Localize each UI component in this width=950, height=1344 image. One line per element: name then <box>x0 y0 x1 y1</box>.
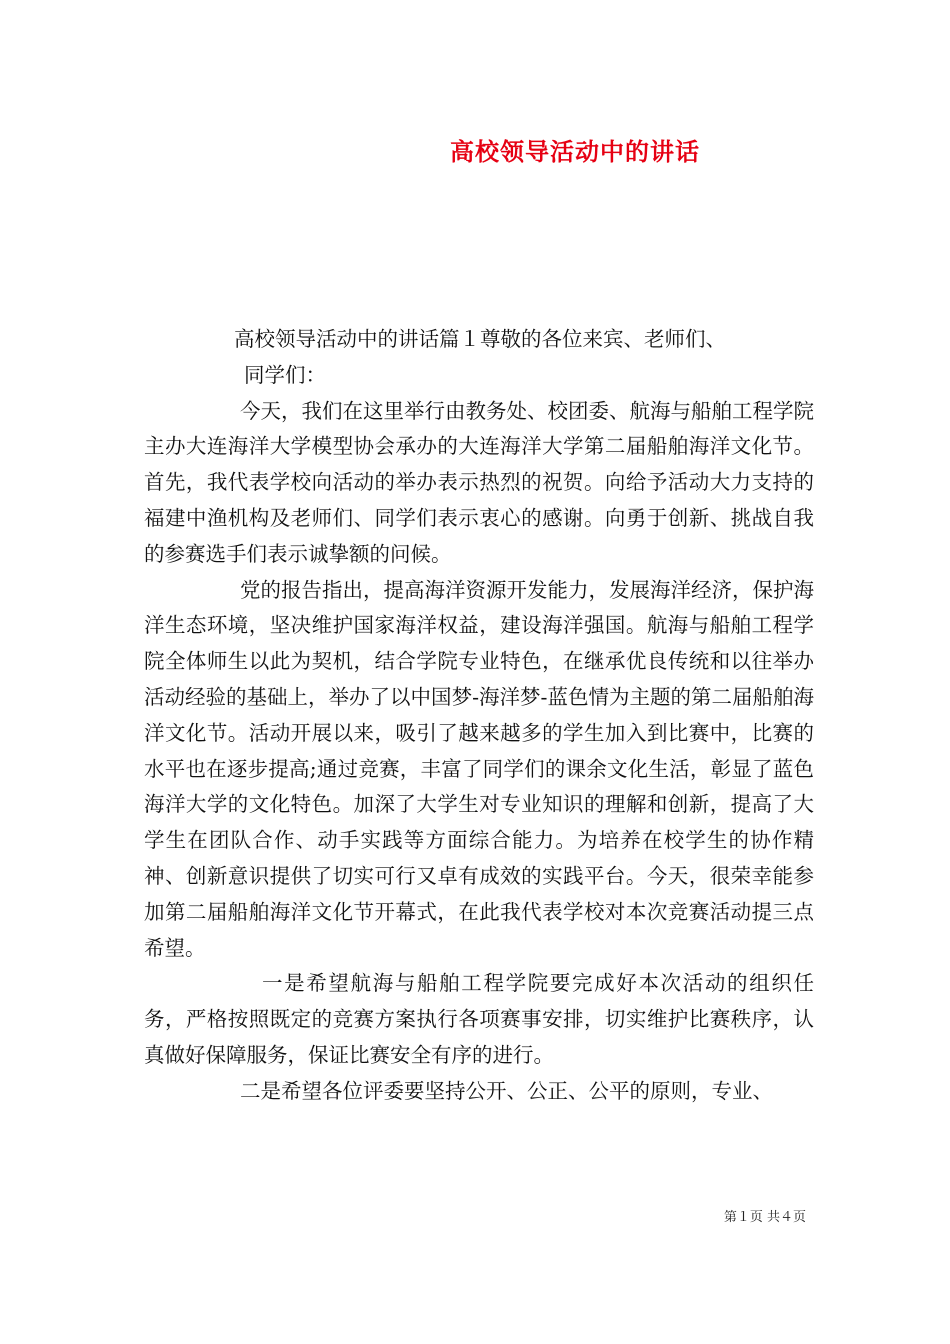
paragraph-3: 一是希望航海与船舶工程学院要完成好本次活动的组织任务，严格按照既定的竞赛方案执行各项赛事安排，切实维护比赛秩序，认真做好保障服务，保证比赛安全有序的进行。 <box>144 971 814 1067</box>
page-footer: 第１页 共４页 <box>723 1210 806 1225</box>
paragraph-2: 党的报告指出，提高海洋资源开发能力，发展海洋经济，保护海洋生态环境，坚决维护国家海洋权益，建设海洋强国。航海与船舶工程学院全体师生以此为契机，结合学院专业特色，在继承优良传统和以往举办活动经验的基础上，举办了以中国梦-海洋梦-蓝色情为主题的第二届船舶海洋文化节。活动开展以来，吸引了越来越多的学生加入到比赛中，比赛的水平也在逐步提高;通过竞赛，丰富了同学们的课余文化生活，彰显了蓝色海洋大学的文化特色。加深了大学生对专业知识的理解和创新，提高了大学生在团队合作、动手实践等方面综合能力。为培养在校学生的协作精神、创新意识提供了切实可行又卓有成效的实践平台。今天，很荣幸能参加第二届船舶海洋文化节开幕式，在此我代表学校对本次竞赛活动提三点希望。 <box>144 577 814 960</box>
paragraph-1: 今天，我们在这里举行由教务处、校团委、航海与船舶工程学院主办大连海洋大学模型协会承办的大连海洋大学第二届船舶海洋文化节。首先，我代表学校向活动的举办表示热烈的祝贺。向给予活动大力支持的福建中渔机构及老师们、同学们表示衷心的感谢。向勇于创新、挑战自我的参赛选手们表示诚挚额的问候。 <box>144 398 814 566</box>
paragraph-4: 二是希望各位评委要坚持公开、公正、公平的原则，专业、 <box>240 1078 773 1103</box>
document-body <box>144 322 814 1110</box>
document-title: 高校领导活动中的讲话 <box>450 137 700 166</box>
salutation-line: 同学们： <box>244 362 326 387</box>
intro-line: 高校领导活动中的讲话篇１尊敬的各位来宾、老师们、 <box>234 327 726 351</box>
